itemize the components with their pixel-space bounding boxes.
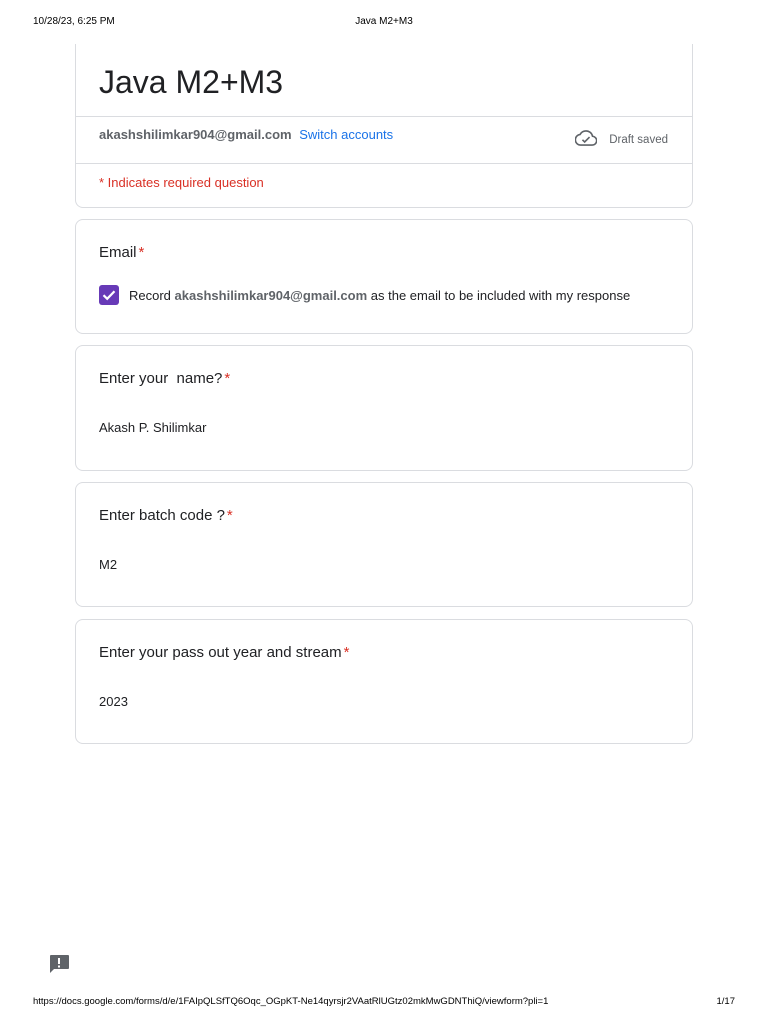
- question-title: Enter batch code ?: [99, 507, 225, 524]
- required-asterisk: *: [138, 244, 145, 261]
- draft-status: [575, 130, 668, 149]
- header-divider: [76, 116, 692, 117]
- record-email: akashshilimkar904@gmail.com: [174, 287, 368, 303]
- record-prefix: Record: [129, 287, 171, 303]
- record-suffix: as the email to be included with my response: [370, 287, 631, 303]
- print-title: Java M2+M3: [355, 16, 413, 27]
- check-icon: [102, 289, 116, 301]
- header-divider-2: [76, 163, 692, 164]
- account-email: akashshilimkar904@gmail.com: [99, 127, 292, 142]
- question-title: Email: [99, 244, 137, 261]
- question-label: [99, 507, 233, 524]
- question-batch-code: [75, 482, 693, 607]
- required-asterisk: *: [224, 370, 231, 387]
- print-header: [33, 16, 735, 30]
- form-title: Java M2+M3: [99, 64, 284, 100]
- page-url: https://docs.google.com/forms/d/e/1FAIpQLSfTQ6Oqc_OGpKT-Ne14qyrsjr2VAatRlUGtz02mkMwGDNThiQ/viewform?pli=1: [33, 996, 549, 1007]
- question-label: [99, 370, 230, 387]
- form-header-card: [75, 44, 693, 208]
- question-label: [99, 644, 349, 661]
- feedback-icon[interactable]: [48, 954, 70, 974]
- question-title: Enter your pass out year and stream: [99, 644, 342, 661]
- question-title: Enter your name?: [99, 370, 223, 387]
- cloud-done-icon: [575, 130, 597, 149]
- print-datetime: 10/28/23, 6:25 PM: [33, 16, 115, 27]
- question-email: [75, 219, 693, 334]
- account-row: [99, 127, 393, 142]
- switch-accounts-link[interactable]: Switch accounts: [299, 127, 394, 142]
- question-name: [75, 345, 693, 471]
- record-email-checkbox[interactable]: [99, 285, 119, 305]
- required-asterisk: *: [226, 507, 233, 524]
- record-email-option[interactable]: [99, 285, 630, 305]
- draft-saved-text: Draft saved: [609, 133, 668, 146]
- pass-out-year-answer[interactable]: 2023: [99, 694, 128, 709]
- page-number: 1/17: [716, 996, 735, 1007]
- required-asterisk: *: [343, 644, 350, 661]
- question-label: [99, 244, 144, 261]
- required-note: * Indicates required question: [99, 175, 264, 190]
- question-pass-out-year: [75, 619, 693, 744]
- name-answer[interactable]: Akash P. Shilimkar: [99, 420, 207, 435]
- batch-code-answer[interactable]: M2: [99, 557, 118, 572]
